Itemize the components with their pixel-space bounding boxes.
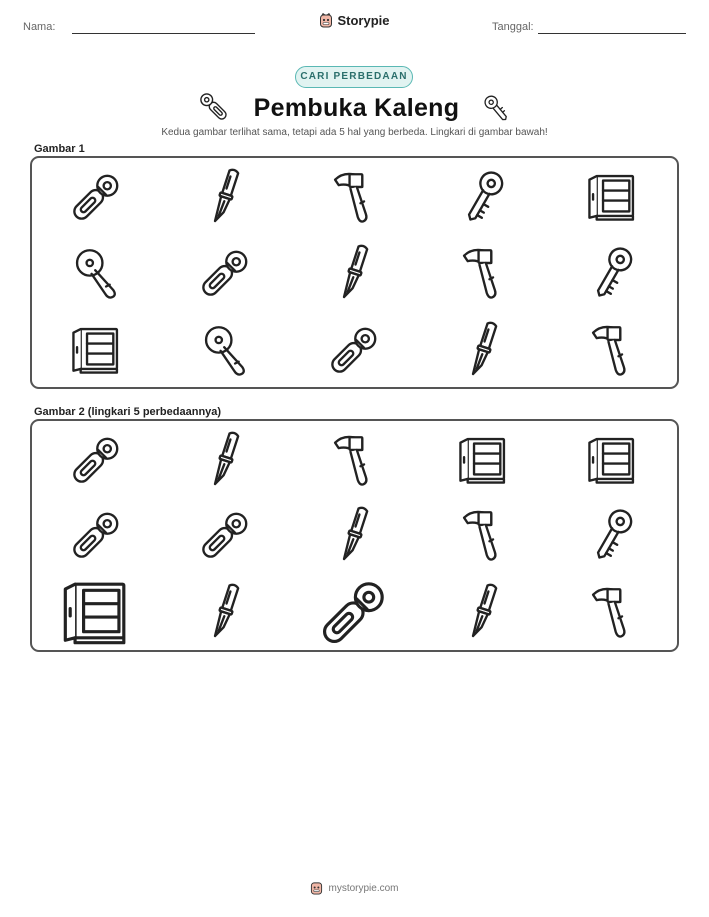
picture-2-cell-r1-c5[interactable] <box>548 421 677 497</box>
cabinet-icon <box>584 167 642 225</box>
brand <box>0 13 709 33</box>
picture-2-cell-r3-c5[interactable] <box>548 572 677 650</box>
cabinet-icon <box>455 430 513 488</box>
picture-2-cell-r2-c1[interactable] <box>32 497 161 573</box>
picture-1-panel <box>30 156 679 389</box>
picture-2-cell-r2-c3[interactable] <box>290 497 419 573</box>
picture-2-cell-r1-c1[interactable] <box>32 421 161 497</box>
activity-badge: CARI PERBEDAAN <box>295 66 413 88</box>
storypie-logo-icon <box>310 881 323 895</box>
brand-name: Storypie <box>337 13 390 28</box>
picture-1-cell-r1-c3 <box>290 158 419 234</box>
picture-1-cell-r2-c2 <box>161 234 290 310</box>
hammer-icon <box>455 505 513 563</box>
can-opener-icon <box>197 243 255 301</box>
picture-2-cell-r2-c5[interactable] <box>548 497 677 573</box>
instructions: Kedua gambar terlihat sama, tetapi ada 5 hal yang berbeda. Lingkari di gambar bawah! <box>161 127 548 138</box>
page-title: Pembuka Kaleng <box>253 93 460 122</box>
picture-1-cell-r3-c2 <box>161 311 290 387</box>
picture-1-cell-r3-c1 <box>32 311 161 387</box>
footer-site[interactable]: mystorypie.com <box>328 882 399 894</box>
knife-icon <box>197 167 255 225</box>
picture-1-cell-r3-c3 <box>290 311 419 387</box>
can-opener-icon <box>198 91 232 125</box>
picture-1-cell-r2-c4 <box>419 234 548 310</box>
picture-1-cell-r1-c4 <box>419 158 548 234</box>
cabinet-icon <box>584 430 642 488</box>
picture-2-cell-r3-c3[interactable] <box>290 572 419 650</box>
knife-icon <box>326 505 384 563</box>
picture-1-cell-r3-c4 <box>419 311 548 387</box>
hammer-icon <box>326 167 384 225</box>
name-input-line[interactable] <box>72 33 255 34</box>
picture-2-panel[interactable] <box>30 419 679 652</box>
knife-icon <box>455 582 513 640</box>
key-icon <box>584 505 642 563</box>
knife-icon <box>455 320 513 378</box>
picture-1-cell-r1-c1 <box>32 158 161 234</box>
panel2-label: Gambar 2 (lingkari 5 perbedaannya) <box>34 406 222 418</box>
knife-icon <box>197 430 255 488</box>
cabinet-icon <box>58 572 136 650</box>
picture-2-cell-r3-c4[interactable] <box>419 572 548 650</box>
pizza-cutter-icon <box>197 320 255 378</box>
can-opener-icon <box>197 505 255 563</box>
picture-2-cell-r1-c3[interactable] <box>290 421 419 497</box>
picture-1-cell-r1-c2 <box>161 158 290 234</box>
name-label: Nama: <box>23 21 56 33</box>
date-label: Tanggal: <box>492 21 534 33</box>
knife-icon <box>326 243 384 301</box>
picture-2-cell-r3-c2[interactable] <box>161 572 290 650</box>
picture-1-cell-r2-c3 <box>290 234 419 310</box>
panel1-label: Gambar 1 <box>34 143 85 155</box>
hammer-icon <box>326 430 384 488</box>
picture-2-cell-r2-c2[interactable] <box>161 497 290 573</box>
knife-icon <box>197 582 255 640</box>
hammer-icon <box>584 320 642 378</box>
footer <box>0 881 709 900</box>
hammer-icon <box>584 582 642 640</box>
picture-2-cell-r2-c4[interactable] <box>419 497 548 573</box>
hammer-icon <box>455 243 513 301</box>
picture-2-cell-r3-c1[interactable] <box>32 572 161 650</box>
key-icon <box>455 167 513 225</box>
cabinet-icon <box>68 320 126 378</box>
picture-1-cell-r1-c5 <box>548 158 677 234</box>
picture-2-cell-r1-c2[interactable] <box>161 421 290 497</box>
key-icon <box>584 243 642 301</box>
can-opener-icon <box>68 167 126 225</box>
can-opener-icon <box>68 430 126 488</box>
can-opener-icon <box>316 572 394 650</box>
picture-1-cell-r2-c1 <box>32 234 161 310</box>
key-icon <box>481 93 511 123</box>
picture-1-cell-r2-c5 <box>548 234 677 310</box>
picture-1-cell-r3-c5 <box>548 311 677 387</box>
storypie-logo-icon <box>319 13 333 28</box>
can-opener-icon <box>68 505 126 563</box>
date-input-line[interactable] <box>538 33 686 34</box>
can-opener-icon <box>326 320 384 378</box>
picture-2-cell-r1-c4[interactable] <box>419 421 548 497</box>
pizza-cutter-icon <box>68 243 126 301</box>
